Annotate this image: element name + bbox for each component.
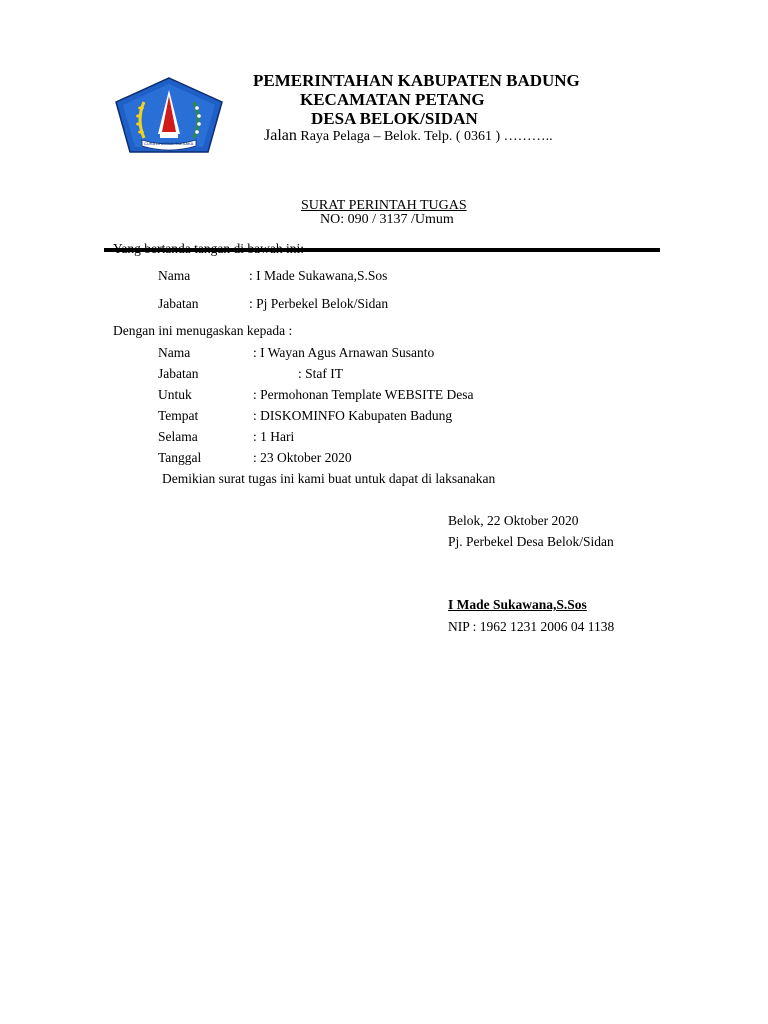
emblem-motto: CURA DHARMA RAKSAKA bbox=[144, 141, 194, 146]
document-title: SURAT PERINTAH TUGAS bbox=[301, 198, 467, 213]
header-line-village: DESA BELOK/SIDAN bbox=[311, 109, 478, 128]
assignee-name-label: Nama bbox=[158, 345, 191, 360]
closing-text: Demikian surat tugas ini kami buat untuk dapat di laksanakan bbox=[162, 471, 496, 486]
assignee-purpose-label: Untuk bbox=[158, 387, 192, 402]
assign-intro: Dengan ini menugaskan kepada : bbox=[113, 323, 293, 338]
signature-position: Pj. Perbekel Desa Belok/Sidan bbox=[448, 534, 614, 549]
assignee-name-value: : I Wayan Agus Arnawan Susanto bbox=[253, 345, 435, 360]
assignee-position-value: : Staf IT bbox=[298, 366, 343, 381]
signer-position-value: : Pj Perbekel Belok/Sidan bbox=[249, 296, 389, 311]
signature-name: I Made Sukawana,S.Sos bbox=[448, 597, 587, 612]
address-prefix: Jalan bbox=[264, 127, 297, 144]
assignee-date-label: Tanggal bbox=[158, 450, 202, 465]
header-divider bbox=[104, 248, 660, 252]
assignee-duration-label: Selama bbox=[158, 429, 198, 444]
assignee-date-value: : 23 Oktober 2020 bbox=[253, 450, 352, 465]
signer-position-label: Jabatan bbox=[158, 296, 199, 311]
header-line-district: KECAMATAN PETANG bbox=[300, 90, 485, 109]
signer-name-label: Nama bbox=[158, 268, 191, 283]
signature-place-date: Belok, 22 Oktober 2020 bbox=[448, 513, 579, 528]
assignee-position-label: Jabatan bbox=[158, 366, 199, 381]
signer-name-value: : I Made Sukawana,S.Sos bbox=[249, 268, 388, 283]
header-address bbox=[264, 127, 553, 145]
header-line-regency: PEMERINTAHAN KABUPATEN BADUNG bbox=[253, 71, 580, 90]
assignee-place-label: Tempat bbox=[158, 408, 199, 423]
assignee-place-value: : DISKOMINFO Kabupaten Badung bbox=[253, 408, 453, 423]
address-detail: Raya Pelaga – Belok. Telp. ( 0361 ) ……….. bbox=[296, 129, 553, 144]
assignee-purpose-value: : Permohonan Template WEBSITE Desa bbox=[253, 387, 474, 402]
assignee-duration-value: : 1 Hari bbox=[253, 429, 295, 444]
signature-nip: NIP : 1962 1231 2006 04 1138 bbox=[448, 619, 615, 634]
document-number: NO: 090 / 3137 /Umum bbox=[320, 212, 454, 227]
